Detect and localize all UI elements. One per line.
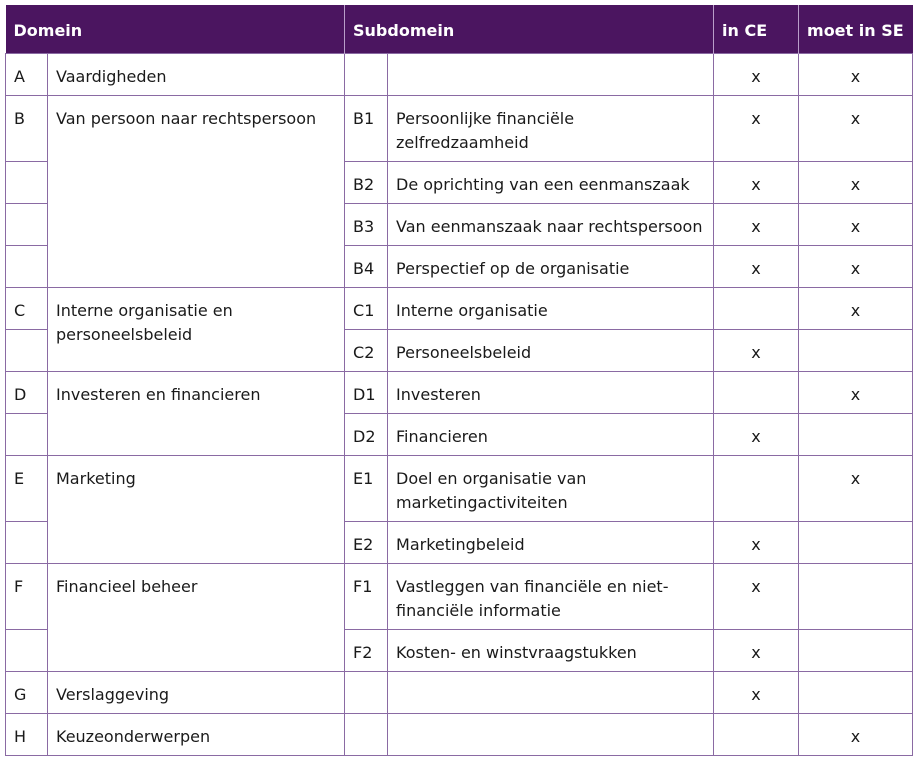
subdomain-name: De oprichting van een eenmanszaak bbox=[388, 161, 714, 203]
ce-mark bbox=[714, 455, 799, 521]
domain-name: Verslaggeving bbox=[48, 671, 345, 713]
subdomain-code: B1 bbox=[345, 95, 388, 161]
domain-code: G bbox=[6, 671, 48, 713]
table-row bbox=[6, 95, 913, 161]
ce-mark: x bbox=[714, 671, 799, 713]
se-mark bbox=[799, 329, 913, 371]
se-mark: x bbox=[799, 245, 913, 287]
subdomain-name: Van eenmanszaak naar rechtspersoon bbox=[388, 203, 714, 245]
domain-name: Keuzeonderwerpen bbox=[48, 713, 345, 755]
ce-mark: x bbox=[714, 329, 799, 371]
domain-name: Investeren en financieren bbox=[48, 371, 345, 455]
subdomain-code: D2 bbox=[345, 413, 388, 455]
ce-mark: x bbox=[714, 161, 799, 203]
ce-mark: x bbox=[714, 95, 799, 161]
domain-code: F bbox=[6, 563, 48, 629]
subdomain-name: Investeren bbox=[388, 371, 714, 413]
subdomain-code: E1 bbox=[345, 455, 388, 521]
domain-name: Marketing bbox=[48, 455, 345, 563]
se-mark bbox=[799, 671, 913, 713]
domain-code: A bbox=[6, 53, 48, 95]
ce-mark bbox=[714, 287, 799, 329]
subdomain-code: B4 bbox=[345, 245, 388, 287]
se-mark: x bbox=[799, 161, 913, 203]
ce-mark: x bbox=[714, 629, 799, 671]
subdomain-code bbox=[345, 713, 388, 755]
subdomain-name bbox=[388, 53, 714, 95]
subdomain-code: F1 bbox=[345, 563, 388, 629]
domain-name: Van persoon naar rechtspersoon bbox=[48, 95, 345, 287]
domain-name: Financieel beheer bbox=[48, 563, 345, 671]
ce-mark: x bbox=[714, 521, 799, 563]
ce-mark bbox=[714, 713, 799, 755]
domain-code: E bbox=[6, 455, 48, 521]
subdomain-name: Interne organisatie bbox=[388, 287, 714, 329]
subdomain-name: Perspectief op de organisatie bbox=[388, 245, 714, 287]
domain-name: Interne organisatie en personeelsbeleid bbox=[48, 287, 345, 371]
domain-code: H bbox=[6, 713, 48, 755]
se-mark: x bbox=[799, 455, 913, 521]
table-row bbox=[6, 455, 913, 521]
table-row bbox=[6, 563, 913, 629]
ce-mark: x bbox=[714, 245, 799, 287]
subdomain-code: C2 bbox=[345, 329, 388, 371]
table-row bbox=[6, 287, 913, 329]
se-mark bbox=[799, 413, 913, 455]
subdomain-code: F2 bbox=[345, 629, 388, 671]
se-mark bbox=[799, 563, 913, 629]
domain-code: D bbox=[6, 371, 48, 413]
subdomain-name bbox=[388, 671, 714, 713]
se-mark: x bbox=[799, 371, 913, 413]
subdomain-code: E2 bbox=[345, 521, 388, 563]
ce-mark: x bbox=[714, 53, 799, 95]
ce-mark: x bbox=[714, 563, 799, 629]
subdomain-name: Vastleggen van financiële en niet-financiële informatie bbox=[388, 563, 714, 629]
domain-code bbox=[6, 521, 48, 563]
subdomain-name: Doel en organisatie van marketingactiviteiten bbox=[388, 455, 714, 521]
se-mark: x bbox=[799, 53, 913, 95]
subdomain-name: Financieren bbox=[388, 413, 714, 455]
subdomain-name: Persoonlijke financiële zelfredzaamheid bbox=[388, 95, 714, 161]
table-row bbox=[6, 713, 913, 755]
domain-code bbox=[6, 629, 48, 671]
domain-code bbox=[6, 413, 48, 455]
domain-code bbox=[6, 245, 48, 287]
se-mark: x bbox=[799, 713, 913, 755]
domain-name: Vaardigheden bbox=[48, 53, 345, 95]
domain-code bbox=[6, 329, 48, 371]
header-moet-in-se: moet in SE bbox=[799, 5, 913, 53]
subdomain-code: D1 bbox=[345, 371, 388, 413]
se-mark: x bbox=[799, 287, 913, 329]
domain-code bbox=[6, 161, 48, 203]
domain-code bbox=[6, 203, 48, 245]
subdomain-code: B2 bbox=[345, 161, 388, 203]
se-mark bbox=[799, 521, 913, 563]
ce-mark: x bbox=[714, 413, 799, 455]
domain-code: C bbox=[6, 287, 48, 329]
table-row bbox=[6, 371, 913, 413]
table-row bbox=[6, 53, 913, 95]
header-in-ce: in CE bbox=[714, 5, 799, 53]
domain-code: B bbox=[6, 95, 48, 161]
se-mark bbox=[799, 629, 913, 671]
ce-mark bbox=[714, 371, 799, 413]
subdomain-name: Personeelsbeleid bbox=[388, 329, 714, 371]
subdomain-code bbox=[345, 671, 388, 713]
header-subdomein: Subdomein bbox=[345, 5, 714, 53]
subdomain-name: Kosten- en winstvraagstukken bbox=[388, 629, 714, 671]
subdomain-code: B3 bbox=[345, 203, 388, 245]
table-row bbox=[6, 671, 913, 713]
subdomain-name: Marketingbeleid bbox=[388, 521, 714, 563]
se-mark: x bbox=[799, 203, 913, 245]
ce-mark: x bbox=[714, 203, 799, 245]
subdomain-name bbox=[388, 713, 714, 755]
subdomain-code: C1 bbox=[345, 287, 388, 329]
se-mark: x bbox=[799, 95, 913, 161]
subdomain-code bbox=[345, 53, 388, 95]
table-header-row bbox=[6, 5, 913, 53]
header-domein: Domein bbox=[6, 5, 345, 53]
domain-table bbox=[5, 5, 913, 756]
